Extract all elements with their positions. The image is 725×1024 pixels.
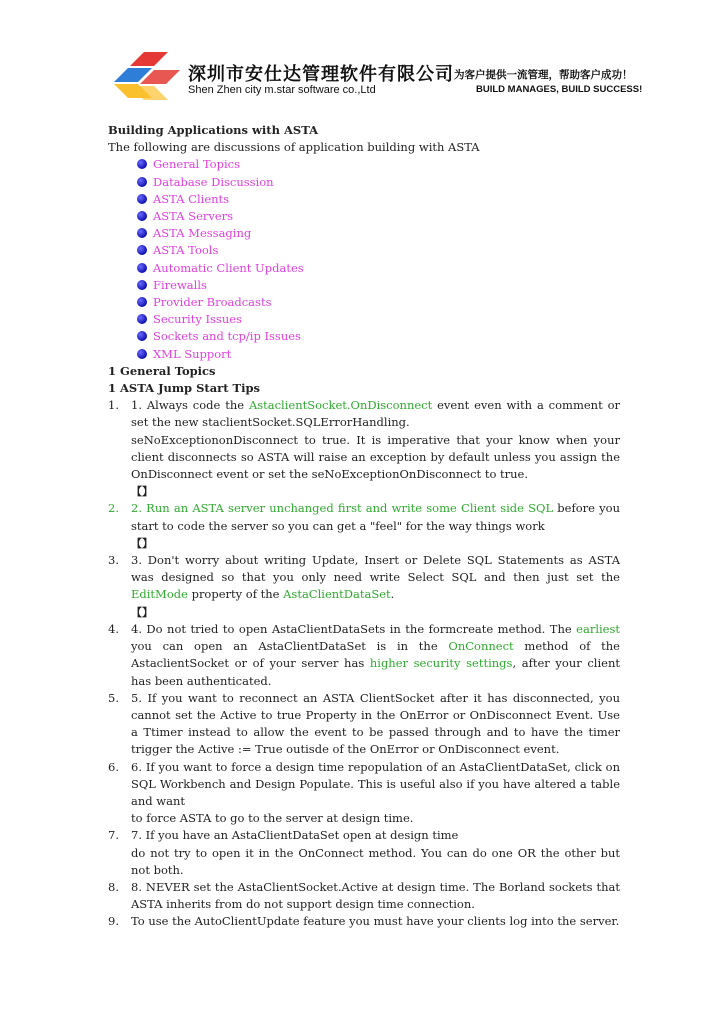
topic-link[interactable]: General Topics	[153, 157, 240, 172]
company-name-cn: 深圳市安仕达管理软件有限公司	[188, 64, 454, 85]
link-client-side-sql[interactable]: Client side SQL	[461, 501, 554, 516]
tip-9: 9. To use the AutoClientUpdate feature you must have your clients log into the server.	[108, 913, 620, 930]
topic-link[interactable]: Sockets and tcp/ip Issues	[153, 329, 301, 344]
tip-5: 5. 5. If you want to reconnect an ASTA ClientSocket after it has disconnected, you cannot set the Active to true Property in the OnError or OnDisconnect Event. Use a Ttimer instead to allow the event to be passed through and to have the timer trigger the Active := True outisde of the OnError or OnDisconnect event.	[108, 690, 620, 757]
bracket-mark: 【】	[131, 536, 153, 550]
topic-link[interactable]: ASTA Tools	[153, 243, 219, 258]
section-heading-general: 1 General Topics	[108, 363, 216, 378]
list-item[interactable]	[108, 156, 620, 173]
bullet-icon	[137, 280, 147, 290]
topic-link[interactable]: XML Support	[153, 346, 232, 361]
topic-link[interactable]: Automatic Client Updates	[153, 260, 304, 275]
topics-list	[108, 156, 620, 362]
topic-link[interactable]: ASTA Servers	[153, 209, 234, 224]
slogan-cn: 为客户提供一流管理，帮助客户成功！	[454, 69, 633, 81]
bracket-mark: 【】	[131, 605, 153, 619]
list-item[interactable]	[108, 277, 620, 294]
link-editmode[interactable]: EditMode	[131, 587, 188, 602]
bullet-icon	[137, 349, 147, 359]
bullet-icon	[137, 194, 147, 204]
tip-6: 6. 6. If you want to force a design time repopulation of an AstaClientDataSet, click on SQL Workbench and Design Populate. This is useful also if you have altered a table and want to force ASTA to go to the server at design time.	[108, 759, 620, 826]
list-item[interactable]	[108, 174, 620, 191]
tip-number: 3.	[108, 553, 119, 568]
tip-4: 4. 4. Do not tried to open AstaClientDataSets in the formcreate method. The earliest you can open an AstaClientDataSet is in the OnConnect method of the AstaclientSocket or of your server has higher security settings, after your client has been authenticated.	[108, 621, 620, 688]
link-higher-security[interactable]: higher security settings	[369, 656, 513, 671]
slogan-en: BUILD MANAGES, BUILD SUCCESS!	[476, 84, 643, 95]
company-name-en: Shen Zhen city m.star software co.,Ltd	[188, 84, 376, 96]
bullet-icon	[137, 314, 147, 324]
topic-link[interactable]: Firewalls	[153, 277, 207, 292]
link-onconnect[interactable]: OnConnect	[448, 639, 514, 654]
tip-number: 1.	[108, 398, 119, 413]
tip-number: 7.	[108, 828, 119, 843]
topic-link[interactable]: Security Issues	[153, 312, 242, 327]
letterhead	[108, 50, 643, 106]
list-item[interactable]	[108, 191, 620, 208]
list-item[interactable]	[108, 346, 620, 363]
tip-number: 6.	[108, 759, 119, 774]
bullet-icon	[137, 211, 147, 221]
topic-link[interactable]: ASTA Clients	[153, 191, 230, 206]
bullet-icon	[137, 245, 147, 255]
list-item[interactable]	[108, 225, 620, 242]
tip-2: 2. 2. Run an ASTA server unchanged first and write some Client side SQL before you start to code the server so you can get a "feel" for the way things work 【】	[108, 500, 620, 552]
bullet-icon	[137, 263, 147, 273]
tip-number: 5.	[108, 690, 119, 705]
topic-link[interactable]: Database Discussion	[153, 174, 274, 189]
tip-number: 4.	[108, 621, 119, 636]
bullet-icon	[137, 331, 147, 341]
list-item[interactable]	[108, 328, 620, 345]
bracket-mark: 【】	[131, 485, 153, 499]
page-title: Building Applications with ASTA	[108, 123, 319, 137]
tip-7: 7. 7. If you have an AstaClientDataSet open at design time do not try to open it in the OnConnect method. You can do one OR the other but not both.	[108, 828, 620, 877]
bullet-icon	[137, 297, 147, 307]
list-item[interactable]	[108, 260, 620, 277]
tip-number: 9.	[108, 914, 119, 929]
tip-number: 2.	[108, 501, 119, 516]
tip-number: 8.	[108, 879, 119, 894]
bullet-icon	[137, 228, 147, 238]
topic-link[interactable]: Provider Broadcasts	[153, 295, 272, 310]
intro-text: The following are discussions of application building with ASTA	[108, 140, 480, 155]
link-onDisconnect[interactable]: AstaclientSocket.OnDisconnect	[248, 398, 433, 413]
list-item[interactable]	[108, 208, 620, 225]
tip-1: 1. 1. Always code the AstaclientSocket.OnDisconnect event even with a comment or set the new staclientSocket.SQLErrorHandling. seNoExceptiononDisconnect to true. It is imperative that your know when your client disconnects so ASTA will raise an exception by default unless you assign the OnDisconnect event or set the seNoExceptionOnDisconnect to true. 【】	[108, 397, 620, 500]
link-astaclientdataset[interactable]: AstaClientDataSet	[283, 587, 391, 602]
list-item[interactable]	[108, 294, 620, 311]
list-item[interactable]	[108, 242, 620, 259]
tip-8: 8. 8. NEVER set the AstaClientSocket.Active at design time. The Borland sockets that ASTA inherits from do not support design time connection.	[108, 879, 620, 912]
tip-1-detail: seNoExceptiononDisconnect to true. It is imperative that your know when your client disconnects so ASTA will raise an exception by default unless you assign the OnDisconnect event or set the seNoExceptionOnDisconnect to true.	[131, 432, 620, 482]
link-earliest[interactable]: earliest	[576, 621, 620, 636]
section-heading-tips: 1 ASTA Jump Start Tips	[108, 381, 260, 396]
list-item[interactable]	[108, 311, 620, 328]
bullet-icon	[137, 159, 147, 169]
document-body	[108, 122, 620, 931]
tip-3: 3. 3. Don't worry about writing Update, Insert or Delete SQL Statements as ASTA was designed so that you only need write Select SQL and then just set the EditMode property of the AstaClientDataSet. 【】	[108, 552, 620, 621]
topic-link[interactable]: ASTA Messaging	[153, 226, 252, 241]
company-logo-icon	[108, 50, 182, 106]
bullet-icon	[137, 177, 147, 187]
